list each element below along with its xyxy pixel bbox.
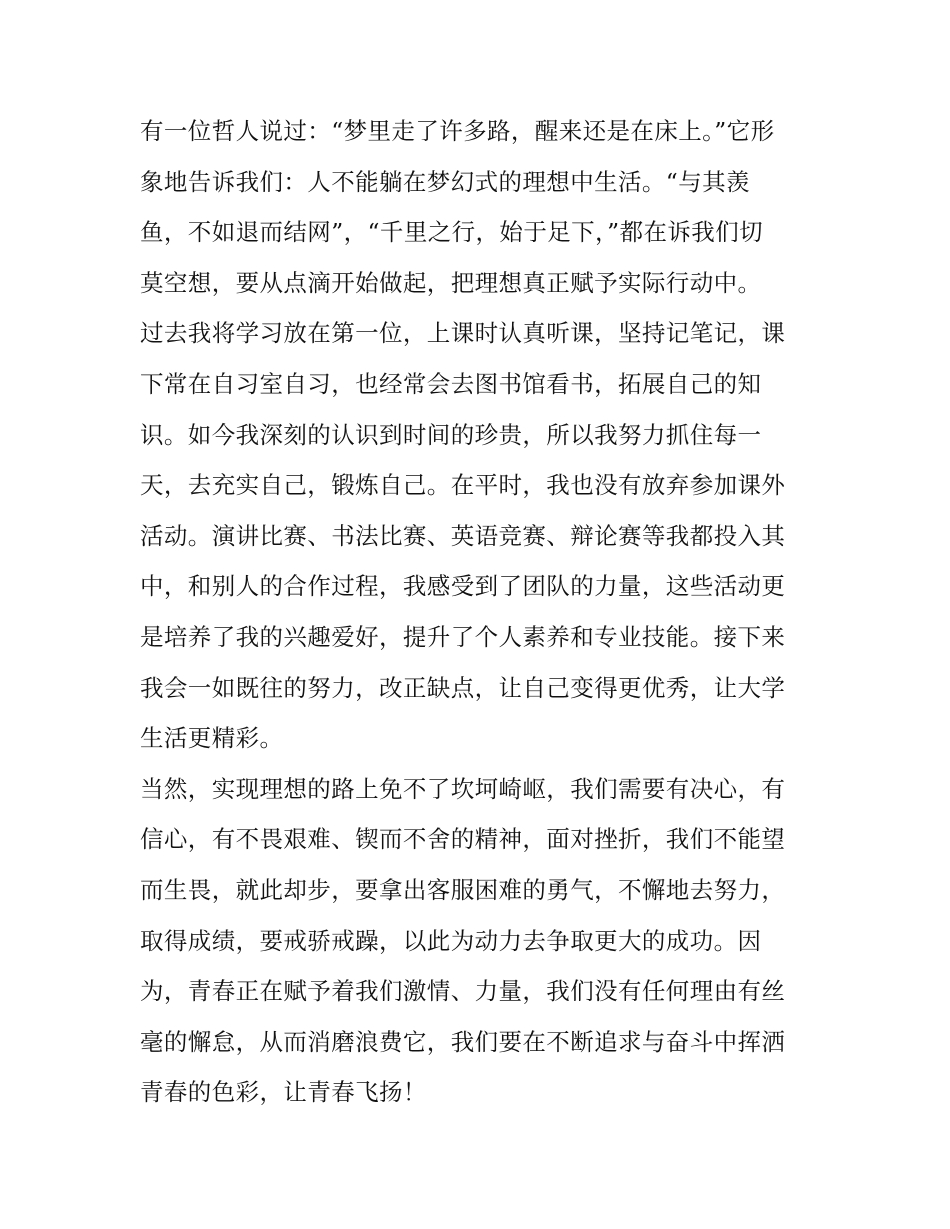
text-line: 毫的懈怠，从而消磨浪费它，我们要在不断追求与奋斗中挥洒 — [140, 1027, 786, 1056]
text-line: 青春的色彩，让青春飞扬！ — [140, 1078, 427, 1107]
text-line: 为，青春正在赋予着我们激情、力量，我们没有任何理由有丝 — [140, 977, 786, 1006]
text-line: 下常在自习室自习，也经常会去图书馆看书，拓展自己的知 — [140, 369, 762, 398]
text-line: 过去我将学习放在第一位，上课时认真听课，坚持记笔记，课 — [140, 319, 786, 348]
text-line: 识。如今我深刻的认识到时间的珍贵，所以我努力抓住每一 — [140, 420, 762, 449]
text-line: 天，去充实自己，锻炼自己。在平时，我也没有放弃参加课外 — [140, 471, 786, 500]
text-line: 有一位哲人说过：“梦里走了许多路，醒来还是在床上。”它形 — [140, 117, 775, 145]
text-line: 活动。演讲比赛、书法比赛、英语竞赛、辩论赛等我都投入其 — [140, 521, 786, 550]
text-line: 我会一如既往的努力，改正缺点，让自己变得更优秀，让大学 — [140, 673, 786, 702]
text-line: 鱼，不如退而结网”，“千里之行，始于足下，”都在诉我们切 — [140, 218, 763, 247]
text-line: 中，和别人的合作过程，我感受到了团队的力量，这些活动更 — [140, 572, 786, 601]
text-line: 象地告诉我们：人不能躺在梦幻式的理想中生活。“与其羡 — [140, 167, 750, 196]
text-line: 取得成绩，要戒骄戒躁，以此为动力去争取更大的成功。因 — [140, 926, 762, 955]
text-line: 而生畏，就此却步，要拿出客服困难的勇气，不懈地去努力， — [140, 875, 786, 904]
text-line: 当然，实现理想的路上免不了坎坷崎岖，我们需要有决心，有 — [140, 774, 786, 803]
text-line: 莫空想，要从点滴开始做起，把理想真正赋予实际行动中。 — [140, 268, 762, 297]
document-body — [140, 106, 820, 1118]
text-line: 是培养了我的兴趣爱好，提升了个人素养和专业技能。接下来 — [140, 622, 786, 651]
text-line: 信心，有不畏艰难、锲而不舍的精神，面对挫折，我们不能望 — [140, 825, 786, 854]
text-line: 生活更精彩。 — [140, 724, 284, 753]
